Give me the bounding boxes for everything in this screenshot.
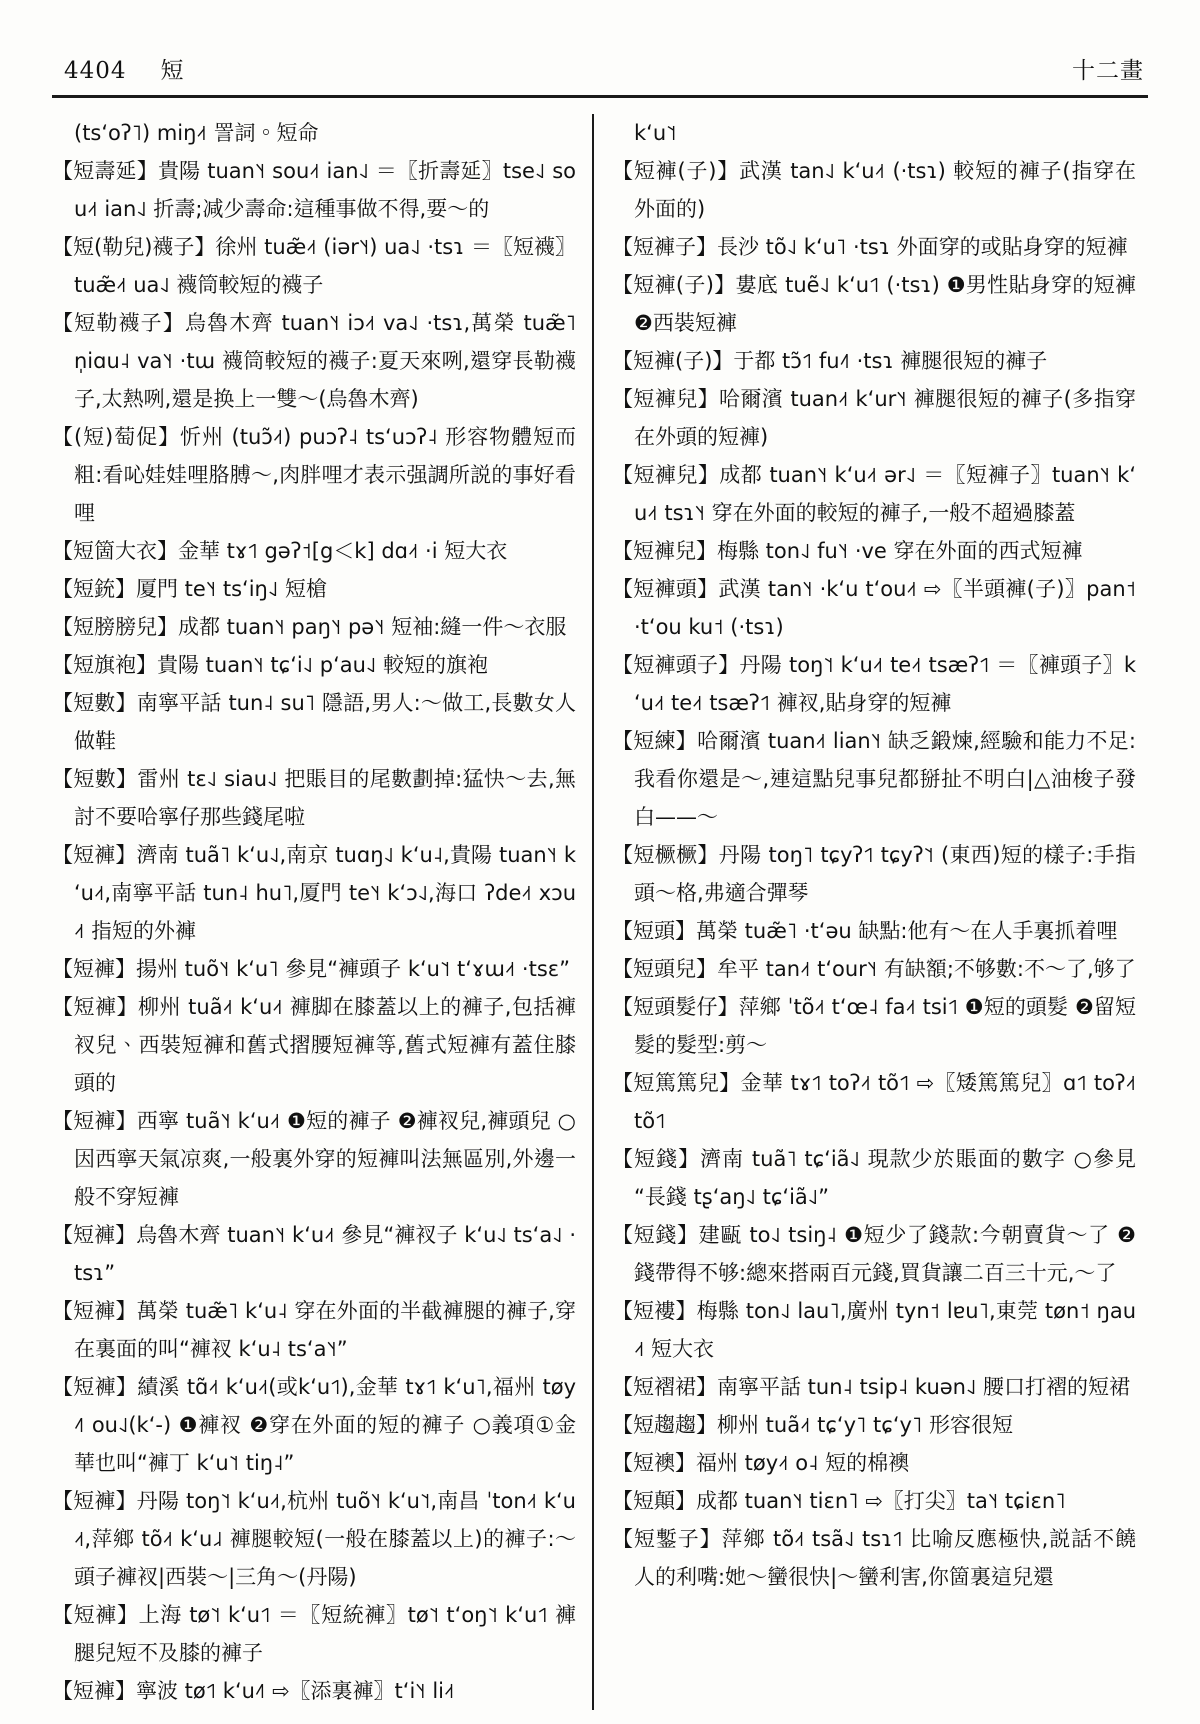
dictionary-entry: 【短褲頭子】丹陽 toŋ˥˦ kʻu˨˦ te˨˦ tsæʔ˦˥ ＝〖褲頭子〗kʻu˨˦ te˨˦ tsæʔ˦˥ 褲衩,貼身穿的短褲 — [612, 653, 1136, 715]
dictionary-entry: 【短顛】成都 tuan˥˧ tiɛn˥ ⇨〖打尖〗ta˥˧ tɕiɛn˥ — [612, 1489, 1066, 1513]
dictionary-entry: 【短褲】揚州 tuõ˥˧ kʻu˥ 參見“褲頭子 kʻu˥˦ tʻɤɯ˨˦ ·tsɛ” — [52, 957, 570, 981]
dictionary-entry: (tsʻoʔ˥) miŋ˨˦ 詈詞。短命 — [74, 121, 319, 145]
dictionary-entry: 【短褲】西寧 tuã˥˧ kʻu˨˦ ❶短的褲子 ❷褲衩兒,褲頭兒 ○因西寧天氣凉爽,一般裏外穿的短褲叫法無區別,外邊一般不穿短褲 — [52, 1109, 576, 1209]
dictionary-entry: 【短頭兒】牟平 tan˨˦ tʻour˥˧ 有缺額;不够數:不～了,够了 — [612, 957, 1136, 981]
dictionary-entry: 【短褲子】長沙 tõ˨˩ kʻu˥ ·tsɿ 外面穿的或貼身穿的短褲 — [612, 235, 1128, 259]
dictionary-entry: 【短勒襪子】烏魯木齊 tuan˥˧ iɔ˨˦ va˨˩ ·tsɿ,萬榮 tuæ̃˥ n̩iɑu˨ va˥˧ ·tɯ 襪筒較短的襪子:夏天來咧,還穿長勒襪子,太熱咧,還是换上一雙～(烏魯木齊) — [52, 311, 576, 411]
dictionary-entry: kʻu˥˦ — [634, 121, 677, 145]
dictionary-entry: 【短錢】建甌 to˨˩ tsiŋ˨ ❶短少了錢款:今朝賣貨～了 ❷錢帶得不够:總來搭兩百元錢,買貨讓二百三十元,～了 — [612, 1223, 1136, 1285]
dictionary-entry: 【短褲兒】哈爾濱 tuan˨˦ kʻur˥˧ 褲腿很短的褲子(多指穿在外頭的短褲) — [612, 387, 1136, 449]
dictionary-entry: 【短(勒兒)襪子】徐州 tuæ̃˨˦ (iər˥˧) ua˨˩ ·tsɿ ＝〖短襪〗tuæ̃˨˦ ua˨˩ 襪筒較短的襪子 — [52, 235, 576, 297]
dictionary-entry: 【短數】雷州 tɛ˨˩ siau˨˩ 把賬目的尾數劃掉:猛快～去,無討不要哈寧仔那些錢尾啦 — [52, 767, 576, 829]
dictionary-entry: 【短褲】績溪 tɑ̃˨˦ kʻu˨˦(或kʻu˦˥),金華 tɤ˦˥ kʻu˥,福州 tøy˨˥ ou˨˩(kʻ-) ❶褲衩 ❷穿在外面的短的褲子 ○義項①金華也叫“褲丁 kʻu˥˦ tiŋ˨” — [52, 1375, 576, 1475]
dictionary-body — [52, 114, 1148, 1710]
dictionary-entry: 【短褶裙】南寧平話 tun˨ tsip˨ kuən˨˩ 腰口打褶的短裙 — [612, 1375, 1131, 1399]
page-number: 4404 — [64, 58, 127, 84]
dictionary-entry: 【短頭髮仔】萍鄉 ˈtõ˨˦ tʻœ˨ fa˨˦ tsi˦˥ ❶短的頭髮 ❷留短髮的髮型:剪～ — [612, 995, 1136, 1057]
header-rule — [52, 95, 1148, 98]
dictionary-entry: 【短襖】福州 tøy˨˦ o˨ 短的棉襖 — [612, 1451, 910, 1475]
dictionary-entry: 【短褲兒】梅縣 ton˨˩ fu˥˧ ·ve 穿在外面的西式短褲 — [612, 539, 1083, 563]
dictionary-entry: 【短橛橛】丹陽 toŋ˥ tɕyʔ˦˥ tɕyʔ˥˦ (東西)短的樣子:手指頭～格,弗適合彈琴 — [612, 843, 1136, 905]
dictionary-entry: 【短褲】烏魯木齊 tuan˥˧ kʻu˨˦ 參見“褲衩子 kʻu˨˩ tsʻa˨˩ ·tsɿ” — [52, 1223, 576, 1285]
dictionary-entry: 【短趨趨】柳州 tuã˨˦ tɕʻy˥ tɕʻy˥ 形容很短 — [612, 1413, 1013, 1437]
dictionary-entry: 【短褲頭】武漢 tan˥˧ ·kʻu tʻou˨˦ ⇨〖半頭褲(子)〗pan˦ ·tʻou ku˦ (·tsɿ) — [612, 577, 1136, 639]
dictionary-entry: 【短褲(子)】于都 tɔ̃˦˥ fu˨˥ ·tsɿ 褲腿很短的褲子 — [612, 349, 1048, 373]
guide-word: 短 — [160, 58, 185, 84]
right-column — [594, 114, 1136, 1710]
dictionary-entry: 【短銃】厦門 te˥˧ tsʻiŋ˨˩ 短槍 — [52, 577, 327, 601]
dictionary-entry: 【短褲】柳州 tuã˨˦ kʻu˨˦ 褲脚在膝蓋以上的褲子,包括褲衩兒、西裝短褲和舊式摺腰短褲等,舊式短褲有蓋住膝頭的 — [52, 995, 576, 1095]
page-header — [52, 52, 1148, 95]
dictionary-entry: 【短數】南寧平話 tun˨ su˥ 隱語,男人:～做工,長數女人做鞋 — [52, 691, 576, 753]
dictionary-entry: 【短褲兒】成都 tuan˥˧ kʻu˨˦ ər˨˩ ＝〖短褲子〗tuan˥˧ kʻu˨˦ tsɿ˥˧ 穿在外面的較短的褲子,一般不超過膝蓋 — [612, 463, 1136, 525]
dictionary-entry: 【短練】哈爾濱 tuan˨˦ lian˥˧ 缺乏鍛煉,經驗和能力不足:我看你還是～,連這點兒事兒都掰扯不明白|△油梭子發白——～ — [612, 729, 1136, 829]
dictionary-entry: 【短褲】上海 tø˥˦ kʻu˦˥ ＝〖短統褲〗tø˥˦ tʻoŋ˥˦ kʻu˦˥ 褲腿兒短不及膝的褲子 — [52, 1603, 576, 1665]
dictionary-entry: 【短旗袍】貴陽 tuan˥˧ tɕʻi˨˩ pʻau˨˩ 較短的旗袍 — [52, 653, 488, 677]
dictionary-entry: 【短褲】萬榮 tuæ̃˥ kʻu˨ 穿在外面的半截褲腿的褲子,穿在裏面的叫“褲衩 kʻu˨ tsʻa˥˧” — [52, 1299, 576, 1361]
dictionary-entry: 【短錢】濟南 tuã˥ tɕʻiã˨˩ 現款少於賬面的數字 ○參見“長錢 tʂʻaŋ˨˩ tɕʻiã˨˩” — [612, 1147, 1136, 1209]
dictionary-entry: 【短膀膀兒】成都 tuan˥˧ paŋ˥˧ pə˥˧ 短袖:縫一件～衣服 — [52, 615, 567, 639]
dictionary-entry: 【(短)萄促】忻州 (tuɔ̃˨˦) puɔʔ˨ tsʻuɔʔ˨ 形容物體短而粗:看吣娃娃哩胳膊～,肉胖哩才表示强調所説的事好看哩 — [52, 425, 576, 525]
dictionary-entry: 【短褲】丹陽 toŋ˥˦ kʻu˨˦,杭州 tuõ˥˧ kʻu˥˦,南昌 ˈton˨˦ kʻu˨˦,萍鄉 tõ˨˦ kʻu˩˨ 褲腿較短(一般在膝蓋以上)的褲子:～頭子褲衩|西裝～|三角～(丹陽) — [52, 1489, 576, 1589]
dictionary-entry: 【短箇大衣】金華 tɤ˦˥ gəʔ˦[g＜k] dɑ˨˦ ·i 短大衣 — [52, 539, 508, 563]
dictionary-entry: 【短褲】寧波 tø˦˥ kʻu˨˥ ⇨〖添裏褲〗tʻi˥˧ li˨˦ — [52, 1679, 455, 1703]
dictionary-entry: 【短褲(子)】婁底 tuẽ˨˩ kʻu˦˥ (·tsɿ) ❶男性貼身穿的短褲 ❷西裝短褲 — [612, 273, 1136, 335]
dictionary-entry: 【短篤篤兒】金華 tɤ˦˥ toʔ˨˦ tõ˦˥ ⇨〖矮篤篤兒〗ɑ˦˥ toʔ˨˦ tõ˦˥ — [612, 1071, 1136, 1133]
dictionary-entry: 【短褲(子)】武漢 tan˨˩ kʻu˨˦ (·tsɿ) 較短的褲子(指穿在外面的) — [612, 159, 1136, 221]
dictionary-entry: 【短褸】梅縣 ton˨˩ lau˥,廣州 tyn˦ lɐu˥,東莞 tøn˦ ŋau˨˦ 短大衣 — [612, 1299, 1136, 1361]
dictionary-entry: 【短鏨子】萍鄉 tõ˨˦ tsã˨˩ tsɿ˦˥ 比喻反應極快,説話不饒人的利嘴:她～蠻很快|～蠻利害,你箇裏這兒還 — [612, 1527, 1136, 1589]
dictionary-entry: 【短褲】濟南 tuã˥ kʻu˨˩,南京 tuɑŋ˨˩ kʻu˨,貴陽 tuan˥˧ kʻu˨˦,南寧平話 tun˨ hu˥,厦門 te˥˧ kʻɔ˨˩,海口 ʔde˨˦ xɔu˨˦ 指短的外褲 — [52, 843, 576, 943]
left-column — [52, 114, 592, 1710]
dictionary-entry: 【短壽延】貴陽 tuan˥˧ sou˨˦ ian˨˩ ＝〖折壽延〗tse˨˩ sou˨˦ ian˨˩ 折壽;减少壽命:這種事做不得,要～的 — [52, 159, 576, 221]
dictionary-entry: 【短頭】萬榮 tuæ̃˥ ·tʻəu 缺點:他有～在人手裏抓着哩 — [612, 919, 1118, 943]
section-label: 十二畫 — [1072, 58, 1144, 84]
